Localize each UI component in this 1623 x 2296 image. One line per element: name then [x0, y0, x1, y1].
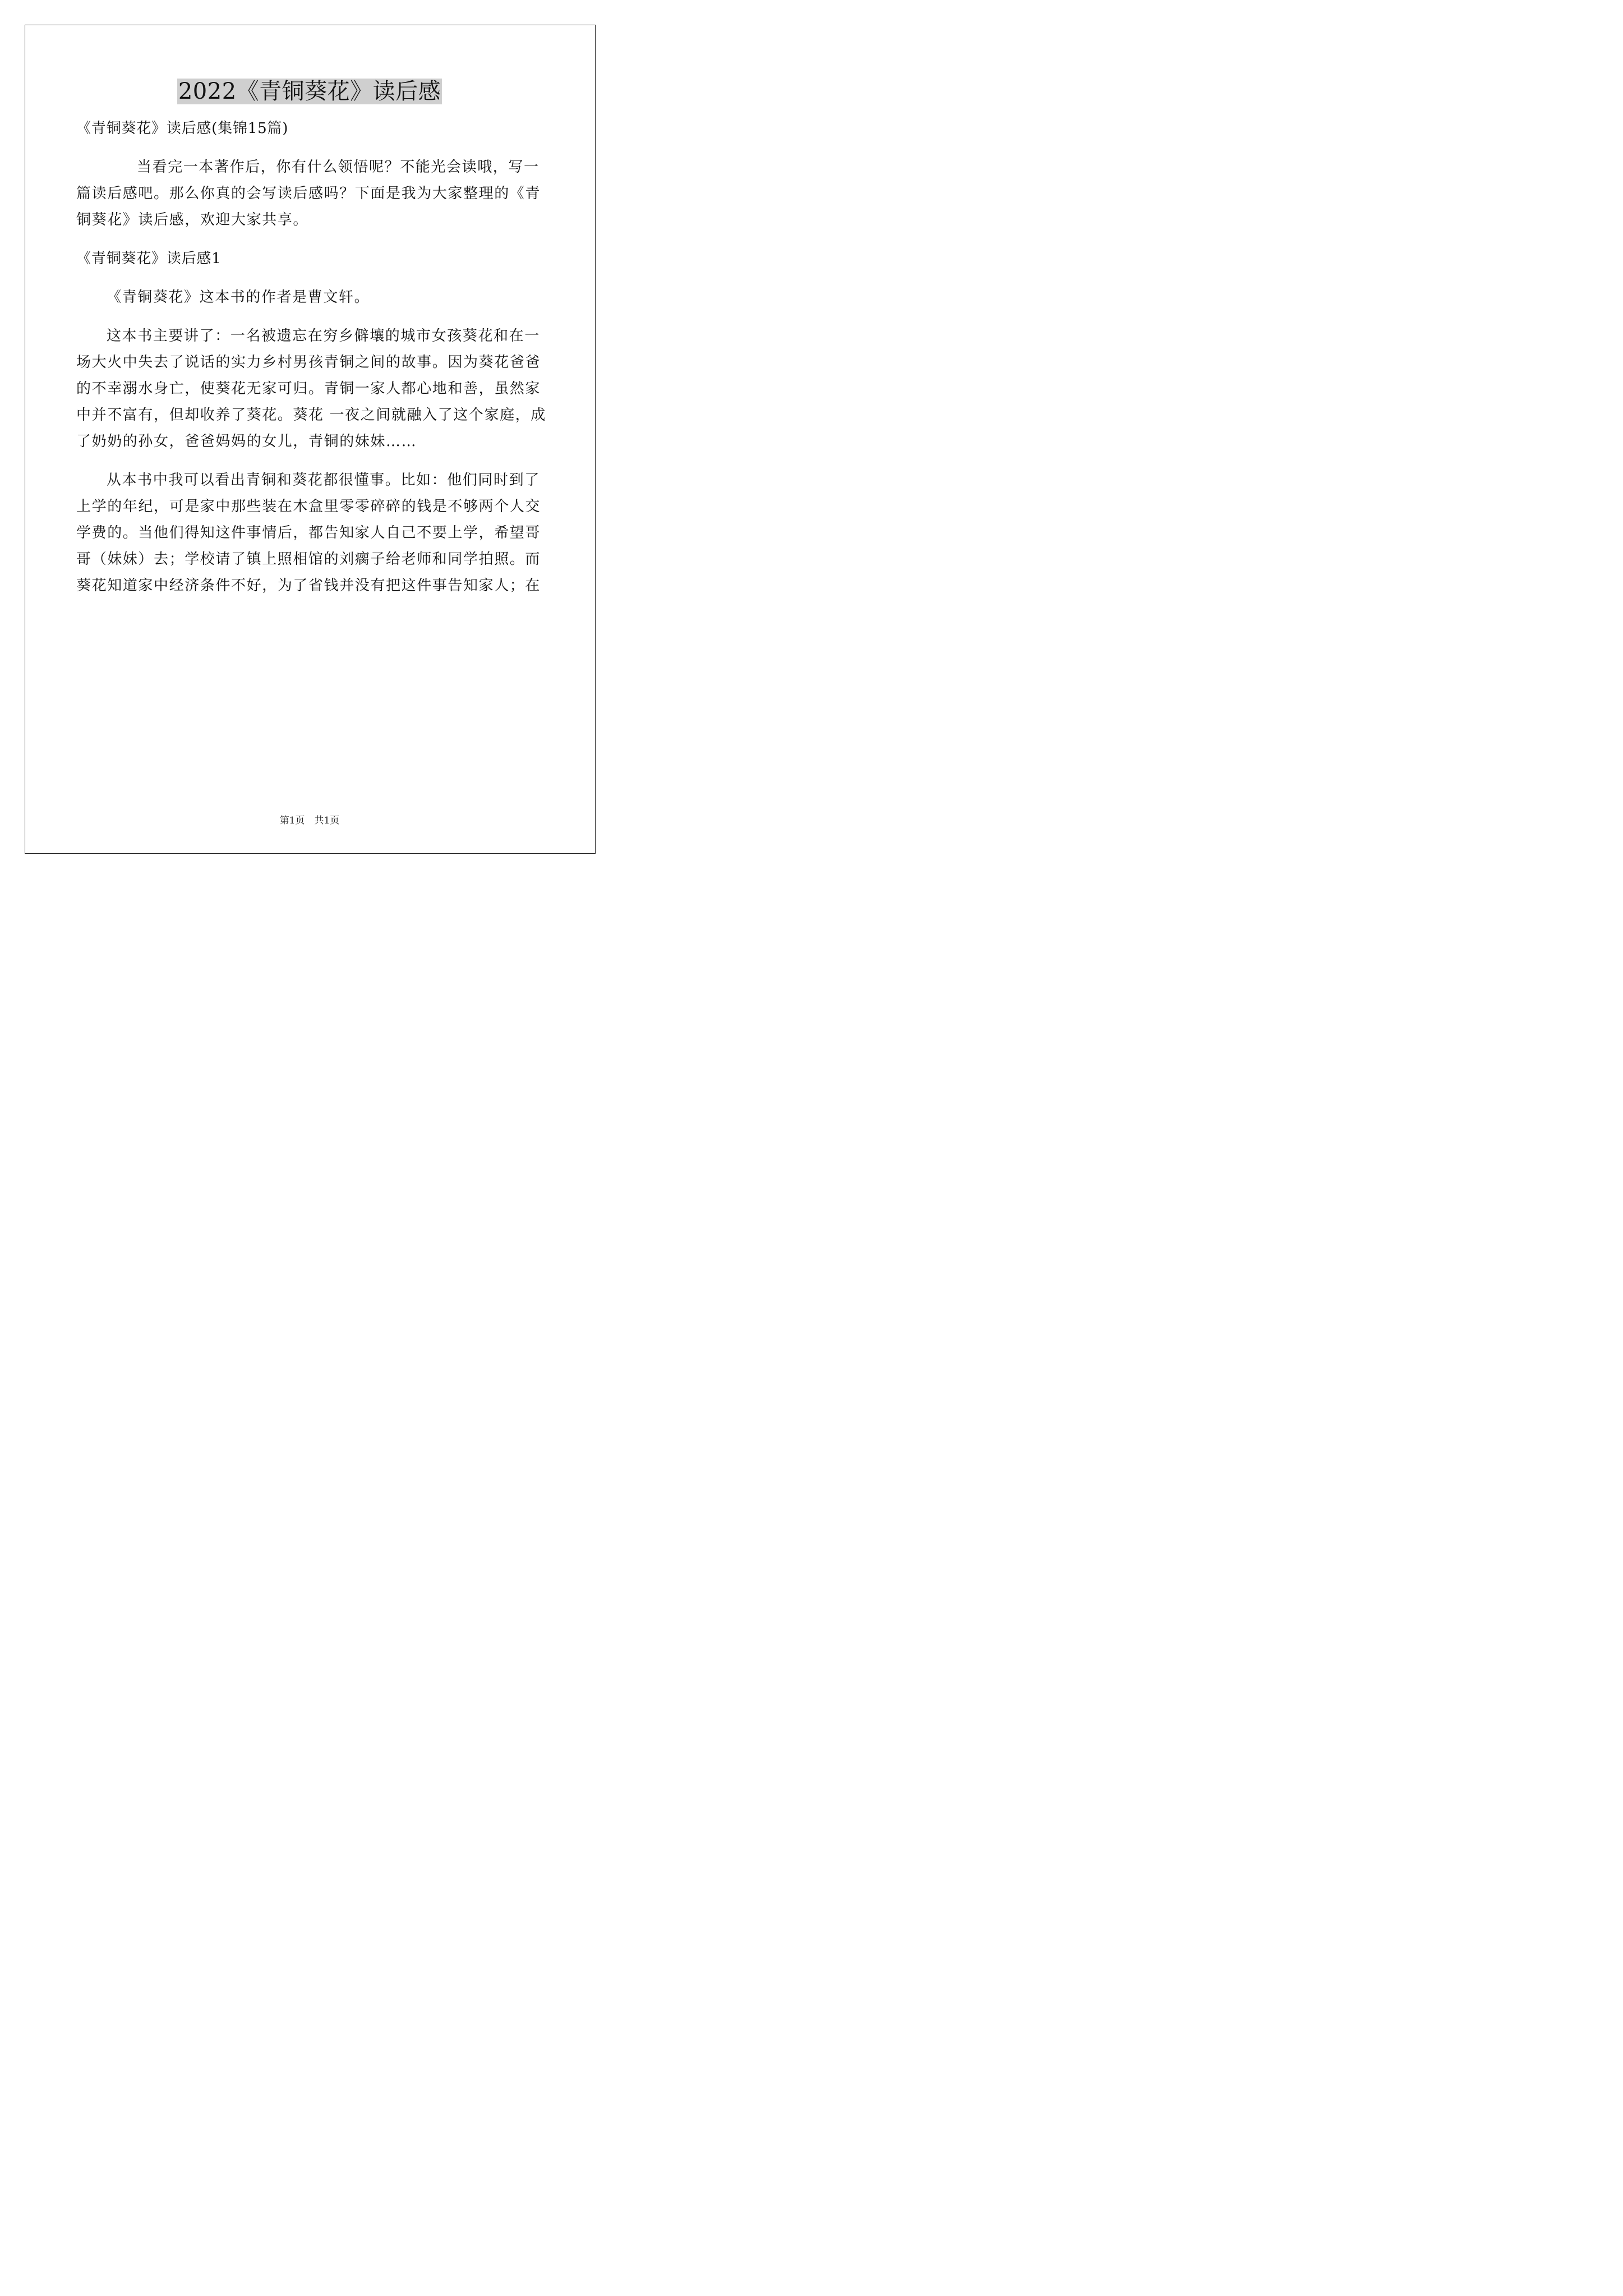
section-heading: 《青铜葵花》读后感1 [76, 250, 222, 267]
intro-paragraph: 当看完一本著作后，你有什么领悟呢？不能光会读哦，写一篇读后感吧。那么你真的会写读后感吗？下面是我为大家整理的《青铜葵花》读后感，欢迎大家共享。 [76, 159, 541, 228]
document-body [76, 116, 546, 611]
page-footer: 第1页 共1页 [279, 815, 340, 826]
document-title-text: 2022《青铜葵花》读后感 [178, 79, 441, 104]
collection-heading: 《青铜葵花》读后感(集锦15篇) [76, 120, 289, 137]
body-paragraph-2: 这本书主要讲了：一名被遗忘在穷乡僻壤的城市女孩葵花和在一场大火中失去了说话的实力乡村男孩青铜之间的故事。因为葵花爸爸的不幸溺水身亡，使葵花无家可归。青铜一家人都心地和善，虽然家中并不富有，但却收养了葵花。葵花 一夜之间就融入了这个家庭，成了奶奶的孙女，爸爸妈妈的女儿，青铜的妹妹…… [76, 328, 546, 450]
document-title [0, 76, 619, 107]
body-paragraph-1: 《青铜葵花》这本书的作者是曹文轩。 [107, 289, 370, 306]
body-paragraph-3: 从本书中我可以看出青铜和葵花都很懂事。比如：他们同时到了上学的年纪，可是家中那些装在木盒里零零碎碎的钱是不够两个人交学费的。当他们得知这件事情后，都告知家人自己不要上学，希望哥哥（妹妹）去；学校请了镇上照相馆的刘瘸子给老师和同学拍照。而葵花知道家中经济条件不好，为了省钱并没有把这件事告知家人；在 [76, 472, 541, 594]
